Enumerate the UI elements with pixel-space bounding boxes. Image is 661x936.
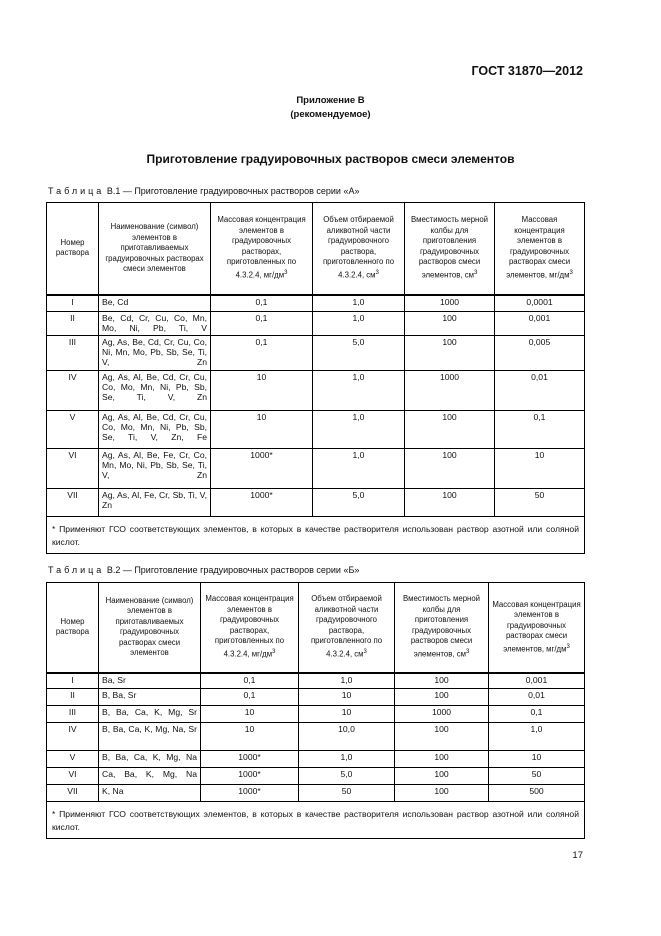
table1-footnote: * Применяют ГСО соответствующих элементов, в которых в качестве растворителя использован раствор азотной или соляной кислот. bbox=[47, 517, 585, 554]
cell-number: II bbox=[47, 312, 99, 336]
cell-number: I bbox=[47, 295, 99, 312]
table2-col-mix-concentration: Массовая концентрация элементов в градуировочных растворах смеси элементов, $мг/дм^3$ bbox=[489, 583, 585, 673]
cell-elements: Be, Cd bbox=[99, 295, 211, 312]
cell-aliquot: 1,0 bbox=[299, 673, 395, 689]
table1-caption bbox=[48, 186, 359, 196]
table-row bbox=[47, 689, 585, 706]
table1-col-aliquot: Объем отбираемой аликвотной части градуировочного раствора, приготовленного по 4.3.2.4, $см^3$ bbox=[313, 203, 405, 295]
cell-flask: 100 bbox=[405, 489, 495, 517]
table-row bbox=[47, 751, 585, 768]
cell-elements: K, Na bbox=[99, 785, 201, 802]
cell-flask: 100 bbox=[405, 411, 495, 449]
cell-mix-concentration: 500 bbox=[489, 785, 585, 802]
page-title: Приготовление градуировочных растворов смеси элементов bbox=[146, 152, 515, 166]
cell-aliquot: 1,0 bbox=[313, 295, 405, 312]
table2-col-flask: Вместимость мерной колбы для приготовления градуировочных растворов смеси элементов, $см^3$ bbox=[395, 583, 489, 673]
cell-aliquot: 5,0 bbox=[313, 336, 405, 371]
cell-mix-concentration: 1,0 bbox=[489, 723, 585, 751]
cell-concentration: 0,1 bbox=[211, 295, 313, 312]
table2-col-elements: Наименование (символ) элементов в приготавливаемых градуировочных растворах смеси элементов bbox=[99, 583, 201, 673]
cell-flask: 1000 bbox=[405, 371, 495, 411]
cell-concentration: 10 bbox=[211, 371, 313, 411]
table2-footnote: * Применяют ГСО соответствующих элементов, в которых в качестве растворителя использован раствор азотной или соляной кислот. bbox=[47, 802, 585, 839]
table2-col-concentration: Массовая концентрация элементов в градуировочных растворах, приготовленных по 4.3.2.4, $мг/дм^3$ bbox=[201, 583, 299, 673]
cell-mix-concentration: 10 bbox=[489, 751, 585, 768]
cell-number: V bbox=[47, 751, 99, 768]
cell-flask: 1000 bbox=[405, 295, 495, 312]
cell-elements: Ag, As, Al, Be, Cd, Cr, Cu, Co, Mo, Mn, Ni, Pb, Sb, Se, Ti, V, Zn bbox=[99, 371, 211, 411]
table1-col-mix-concentration: Массовая концентрация элементов в градуировочных растворах смеси элементов, $мг/дм^3$ bbox=[495, 203, 585, 295]
table2-col-aliquot: Объем отбираемой аликвотной части градуировочного раствора, приготовленного по 4.3.2.4, $см^3$ bbox=[299, 583, 395, 673]
cell-elements: B, Ba, Ca, K, Mg, Na, Sr bbox=[99, 723, 201, 751]
cell-concentration: 1000* bbox=[201, 751, 299, 768]
standard-number: ГОСТ 31870—2012 bbox=[471, 64, 583, 78]
cell-aliquot: 10 bbox=[299, 689, 395, 706]
cell-elements: B, Ba, Sr bbox=[99, 689, 201, 706]
table1-col-flask: Вместимость мерной колбы для приготовления градуировочных растворов смеси элементов, $см^3$ bbox=[405, 203, 495, 295]
cell-number: IV bbox=[47, 723, 99, 751]
cell-mix-concentration: 0,005 bbox=[495, 336, 585, 371]
annex-label: Приложение В bbox=[296, 95, 365, 106]
cell-concentration: 0,1 bbox=[201, 673, 299, 689]
table-row bbox=[47, 449, 585, 489]
table-row bbox=[47, 336, 585, 371]
cell-elements: Ag, As, Al, Fe, Cr, Sb, Ti, V, Zn bbox=[99, 489, 211, 517]
table-row bbox=[47, 723, 585, 751]
table2-col-number: Номер раствора bbox=[47, 583, 99, 673]
cell-concentration: 10 bbox=[201, 706, 299, 723]
cell-concentration: 1000* bbox=[211, 489, 313, 517]
cell-elements: B, Ba, Ca, K, Mg, Na bbox=[99, 751, 201, 768]
cell-elements: Ca, Ba, K, Mg, Na bbox=[99, 768, 201, 785]
table-row bbox=[47, 295, 585, 312]
annex-status: (рекомендуемое) bbox=[290, 109, 371, 120]
cell-concentration: 0,1 bbox=[211, 312, 313, 336]
cell-number: V bbox=[47, 411, 99, 449]
cell-elements: Ag, As, Al, Be, Cd, Cr, Cu, Co, Mo, Mn, Ni, Pb, Sb, Se, Ti, V, Zn, Fe bbox=[99, 411, 211, 449]
cell-number: II bbox=[47, 689, 99, 706]
cell-elements: B, Ba, Ca, K, Mg, Sr bbox=[99, 706, 201, 723]
cell-concentration: 1000* bbox=[201, 785, 299, 802]
table2-caption-prefix: Таблица bbox=[48, 565, 105, 575]
cell-flask: 100 bbox=[395, 723, 489, 751]
table1-col-number: Номер раствора bbox=[47, 203, 99, 295]
cell-number: VII bbox=[47, 489, 99, 517]
cell-concentration: 1000* bbox=[211, 449, 313, 489]
cell-number: VI bbox=[47, 768, 99, 785]
table-row bbox=[47, 371, 585, 411]
cell-concentration: 10 bbox=[211, 411, 313, 449]
cell-elements: Be, Cd, Cr, Cu, Co, Mn, Mo, Ni, Pb, Ti, V bbox=[99, 312, 211, 336]
table1-caption-prefix: Таблица bbox=[48, 186, 105, 196]
table1-col-concentration: Массовая концентрация элементов в градуировочных растворах, приготовленных по 4.3.2.4, $мг/дм^3$ bbox=[211, 203, 313, 295]
cell-concentration: 0,1 bbox=[211, 336, 313, 371]
cell-flask: 100 bbox=[405, 449, 495, 489]
cell-mix-concentration: 0,001 bbox=[489, 673, 585, 689]
page-number: 17 bbox=[572, 850, 583, 861]
cell-number: III bbox=[47, 706, 99, 723]
table-row bbox=[47, 785, 585, 802]
table-row bbox=[47, 673, 585, 689]
cell-aliquot: 1,0 bbox=[313, 371, 405, 411]
table-row bbox=[47, 768, 585, 785]
table1-caption-text: В.1 — Приготовление градуировочных растворов серии «А» bbox=[106, 186, 360, 196]
table1-col-elements: Наименование (символ) элементов в приготавливаемых градуировочных растворах смеси элементов bbox=[99, 203, 211, 295]
cell-number: VII bbox=[47, 785, 99, 802]
cell-concentration: 0,1 bbox=[201, 689, 299, 706]
table2-caption-text: В.2 — Приготовление градуировочных растворов серии «Б» bbox=[106, 565, 360, 575]
cell-flask: 100 bbox=[395, 751, 489, 768]
cell-number: III bbox=[47, 336, 99, 371]
annex-heading bbox=[0, 94, 661, 122]
table2-header-row bbox=[47, 583, 585, 673]
cell-aliquot: 50 bbox=[299, 785, 395, 802]
table-row bbox=[47, 312, 585, 336]
table-row bbox=[47, 411, 585, 449]
cell-aliquot: 1,0 bbox=[313, 411, 405, 449]
cell-mix-concentration: 10 bbox=[495, 449, 585, 489]
cell-flask: 100 bbox=[405, 336, 495, 371]
cell-flask: 100 bbox=[395, 768, 489, 785]
cell-concentration: 1000* bbox=[201, 768, 299, 785]
cell-concentration: 10 bbox=[201, 723, 299, 751]
cell-elements: Ag, As, Be, Cd, Cr, Cu, Co, Ni, Mn, Mo, Pb, Sb, Se, Ti, V, Zn bbox=[99, 336, 211, 371]
table-b2 bbox=[46, 582, 585, 839]
cell-mix-concentration: 50 bbox=[489, 768, 585, 785]
cell-aliquot: 5,0 bbox=[313, 489, 405, 517]
cell-flask: 1000 bbox=[395, 706, 489, 723]
cell-mix-concentration: 0,0001 bbox=[495, 295, 585, 312]
table-row bbox=[47, 489, 585, 517]
cell-flask: 100 bbox=[405, 312, 495, 336]
cell-aliquot: 5,0 bbox=[299, 768, 395, 785]
cell-mix-concentration: 0,01 bbox=[495, 371, 585, 411]
table-row bbox=[47, 706, 585, 723]
cell-mix-concentration: 0,1 bbox=[495, 411, 585, 449]
cell-aliquot: 1,0 bbox=[313, 312, 405, 336]
cell-elements: Ba, Sr bbox=[99, 673, 201, 689]
table2-caption bbox=[48, 565, 359, 575]
cell-elements: Ag, As, Al, Be, Fe, Cr, Co, Mn, Mo, Ni, Pb, Sb, Se, Ti, V, Zn bbox=[99, 449, 211, 489]
cell-mix-concentration: 0,1 bbox=[489, 706, 585, 723]
cell-number: IV bbox=[47, 371, 99, 411]
table1-header-row bbox=[47, 203, 585, 295]
cell-aliquot: 10 bbox=[299, 706, 395, 723]
cell-mix-concentration: 0,001 bbox=[495, 312, 585, 336]
cell-flask: 100 bbox=[395, 689, 489, 706]
cell-number: VI bbox=[47, 449, 99, 489]
table-b1 bbox=[46, 202, 585, 554]
cell-aliquot: 1,0 bbox=[313, 449, 405, 489]
cell-mix-concentration: 0,01 bbox=[489, 689, 585, 706]
cell-flask: 100 bbox=[395, 673, 489, 689]
cell-aliquot: 10,0 bbox=[299, 723, 395, 751]
cell-flask: 100 bbox=[395, 785, 489, 802]
cell-aliquot: 1,0 bbox=[299, 751, 395, 768]
cell-mix-concentration: 50 bbox=[495, 489, 585, 517]
cell-number: I bbox=[47, 673, 99, 689]
